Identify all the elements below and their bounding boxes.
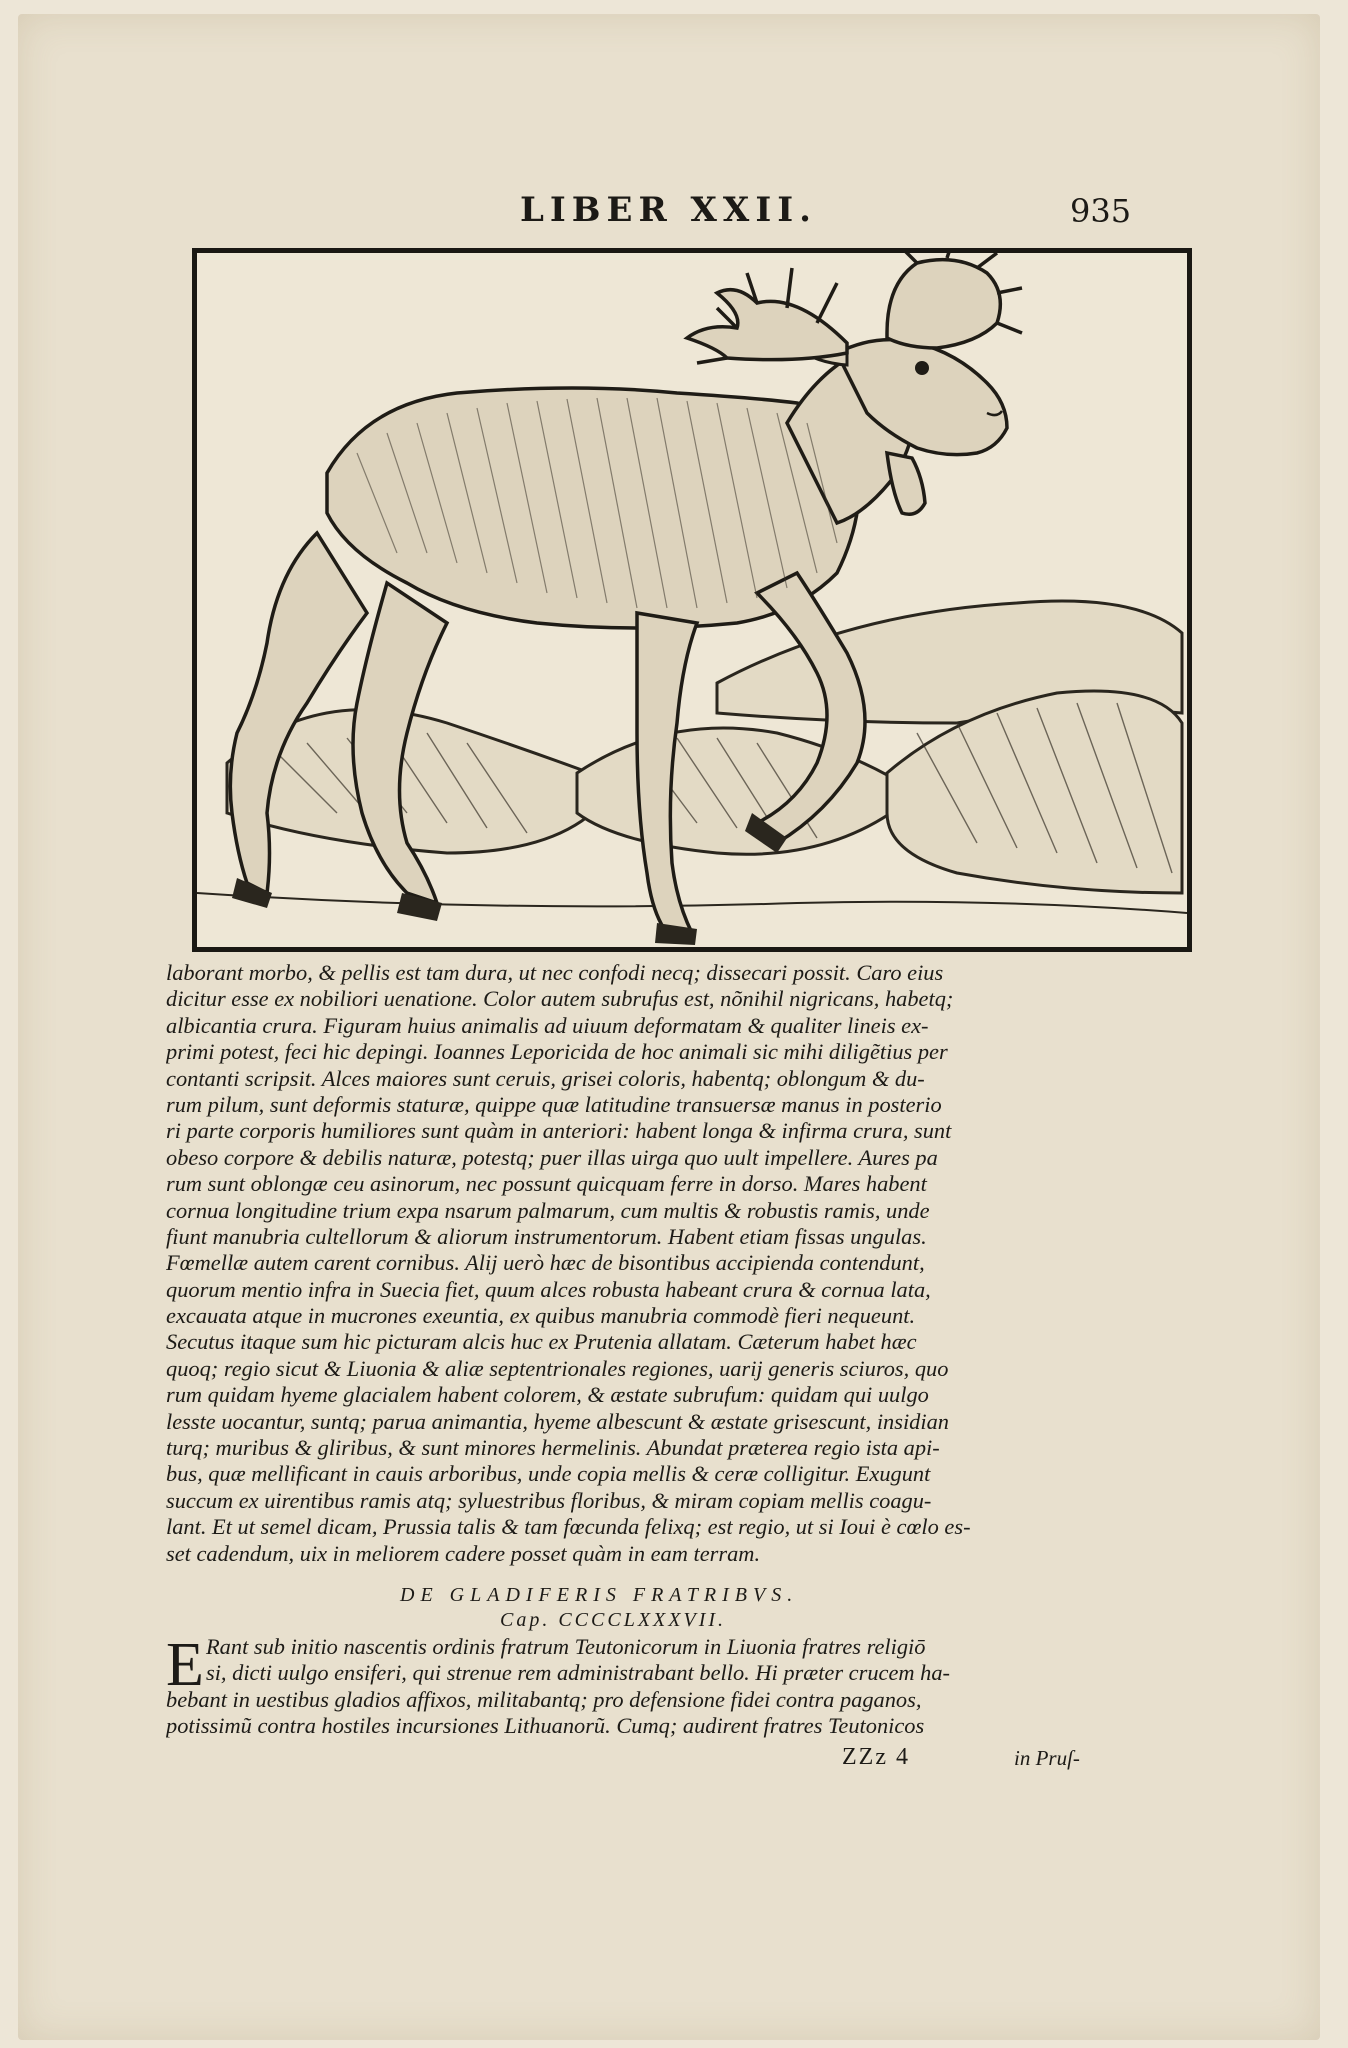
text-line: contanti scripsit. Alces maiores sunt ceruis, grisei coloris, habentq; oblongum & du-	[166, 1065, 925, 1091]
catchword: in Pruſ-	[1014, 1746, 1080, 1770]
text-line: turq; muribus & gliribus, & sunt minores hermelinis. Abundat præterea regio ista api-	[166, 1435, 940, 1461]
text-line: bebant in uestibus gladios affixos, militabantq; pro defensione fidei contra paganos,	[166, 1686, 922, 1712]
text-line: Rant sub initio nascentis ordinis fratrum Teutonicorum in Liuonia fratres religiō	[206, 1634, 926, 1659]
moose-woodcut-illustration	[192, 248, 1192, 952]
text-line: potissimũ contra hostiles incursiones Lithuanorũ. Cumq; audirent fratres Teutonicos	[166, 1713, 925, 1739]
signature-mark: ZZz 4	[842, 1744, 910, 1770]
text-line: lesste uocantur, suntq; parua animantia, hyeme albescunt & æstate grisescunt, insidian	[166, 1408, 949, 1434]
page-number: 935	[1070, 192, 1132, 230]
text-line: rum pilum, sunt deformis staturæ, quippe quæ latitudine transuersæ manus in posterio	[166, 1091, 942, 1117]
text-line: quorum mentio infra in Suecia fiet, quum alces robusta habeant crura & cornua lata,	[166, 1276, 931, 1302]
main-text	[166, 960, 1116, 1567]
text-line: si, dicti uulgo ensiferi, qui strenue rem administrabant bello. Hi præter crucem ha-	[206, 1660, 951, 1686]
text-line: cornua longitudine trium expa nsarum palmarum, cum multis & robustis ramis, unde	[166, 1197, 930, 1223]
text-line: fiunt manubria cultellorum & aliorum instrumentorum. Habent etiam fissas ungulas.	[166, 1223, 927, 1249]
text-line: Fœmellæ autem carent cornibus. Alij uerò hæc de bisontibus accipienda contendunt,	[166, 1250, 925, 1276]
text-line: obeso corpore & debilis naturæ, potestq; puer illas uirga quo uult impellere. Aures pa	[166, 1144, 938, 1170]
text-line: albicantia crura. Figuram huius animalis ad uiuum deformatam & qualiter lineis ex-	[166, 1012, 929, 1038]
text-line: set cadendum, uix in meliorem cadere posset quàm in eam terram.	[166, 1540, 761, 1566]
text-line: bus, quæ mellificant in cauis arboribus, unde copia mellis & ceræ colligitur. Exugunt	[166, 1461, 931, 1487]
chapter-heading: DE GLADIFERIS FRATRIBVS.	[400, 1584, 799, 1606]
drop-cap-initial: E	[166, 1631, 204, 1699]
text-line: dicitur esse ex nobiliori uenatione. Color autem subrufus est, nõnihil nigricans, habetq;	[166, 986, 954, 1012]
text-line: quoq; regio sicut & Liuonia & aliæ septentrionales regiones, uarij generis sciuros, quo	[166, 1355, 949, 1381]
chapter-text	[166, 1631, 1116, 1740]
text-line: rum sunt oblongæ ceu asinorum, nec possunt quicquam ferre in dorso. Mares habent	[166, 1171, 927, 1197]
text-line: excauata atque in mucrones exeuntia, ex quibus manubria commodè fieri nequeunt.	[166, 1303, 916, 1329]
text-line: laborant morbo, & pellis est tam dura, ut nec confodi necq; dissecari possit. Caro eius	[166, 960, 944, 985]
text-line: ri parte corporis humiliores sunt quàm in anteriori: habent longa & infirma crura, sunt	[166, 1118, 952, 1144]
running-head: LIBER XXII.	[520, 190, 817, 230]
text-line: Secutus itaque sum hic picturam alcis huc ex Prutenia allatam. Cæterum habet hæc	[166, 1329, 917, 1355]
text-line: succum ex uirentibus ramis atq; syluestribus floribus, & miram copiam mellis coagu-	[166, 1487, 932, 1513]
text-line: primi potest, feci hic depingi. Ioannes Leporicida de hoc animali sic mihi diligẽtius per	[166, 1039, 948, 1065]
chapter-number: Cap. CCCCLXXXVII.	[500, 1609, 727, 1631]
text-line: rum quidam hyeme glacialem habent colorem, & æstate subrufum: quidam qui uulgo	[166, 1382, 929, 1408]
text-line: lant. Et ut semel dicam, Prussia talis & tam fœcunda felixq; est regio, ut si Ioui è cœlo es-	[166, 1514, 971, 1540]
